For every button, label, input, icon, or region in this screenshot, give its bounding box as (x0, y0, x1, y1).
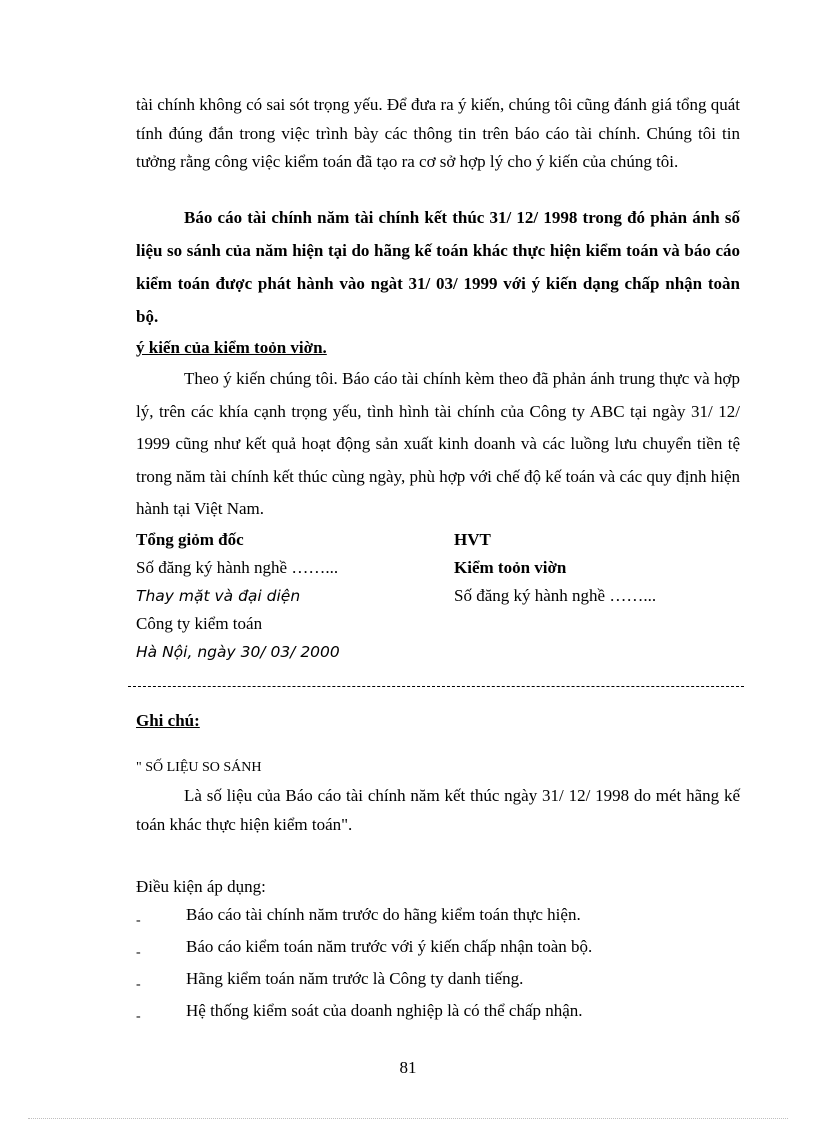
registration-number-right: Số đăng ký hành nghề ……... (454, 586, 657, 605)
paragraph-prior-year (136, 201, 740, 333)
paragraph-opinion (136, 363, 740, 526)
signature-left (136, 526, 340, 666)
paragraph-text-bold: Báo cáo tài chính năm tài chính kết thúc 31/ 12/ 1998 trong đó phản ánh số liệu so sánh của năm hiện tại do hãng kế toán khác thực hiện kiểm toán và báo cáo kiểm toán được phát hành vào ngàt 31/ 03/ 1999 với ý kiến dạng chấp nhận toàn bộ. (136, 208, 740, 326)
paragraph-audit-basis (136, 91, 740, 177)
quote-title: " SỐ LIỆU SO SÁNH (136, 760, 262, 775)
dashed-divider (128, 686, 744, 687)
registration-number-left: Số đăng ký hành nghề ……... (136, 558, 339, 577)
bullet-dash-icon: - (136, 913, 141, 928)
note-heading: Ghi chú: (136, 711, 200, 730)
page-bottom-dotted-line (28, 1118, 788, 1119)
on-behalf-text: Thay mặt và đại diện (136, 587, 301, 605)
opinion-heading: ý kiến của kiểm toỏn viờn. (136, 338, 327, 357)
place-date: Hà Nội, ngày 30/ 03/ 2000 (136, 643, 340, 661)
list-item (136, 937, 740, 967)
director-title: Tổng giỏm đốc (136, 530, 244, 549)
paragraph-text: Theo ý kiến chúng tôi. Báo cáo tài chính kèm theo đã phản ánh trung thực và hợp lý, trên các khía cạnh trọng yếu, tình hình tài chính của Công ty ABC tại ngày 31/ 12/ 1999 cũng như kết quả hoạt động sản xuất kinh doanh và các luồng lưu chuyển tiền tệ trong năm tài chính kết thúc cùng ngày, phù hợp với chế độ kế toán và các quy định hiện hành tại Việt Nam. (136, 369, 740, 518)
list-item (136, 1001, 740, 1031)
bullet-dash-icon: - (136, 945, 141, 960)
audit-company-text: Công ty kiểm toán (136, 614, 263, 633)
quote-title-block (136, 757, 740, 779)
list-item-text: Hệ thống kiểm soát của doanh nghiệp là có thể chấp nhận. (186, 1001, 583, 1020)
conditions-heading: Điều kiện áp dụng: (136, 877, 266, 896)
list-item-text: Báo cáo tài chính năm trước do hãng kiểm toán thực hiện. (186, 905, 581, 924)
quote-body-block (136, 782, 740, 839)
quote-body: Là số liệu của Báo cáo tài chính năm kết thúc ngày 31/ 12/ 1998 do mét hãng kế toán khác thực hiện kiểm toán". (136, 786, 740, 834)
paragraph-text: tài chính không có sai sót trọng yếu. Để đưa ra ý kiến, chúng tôi cũng đánh giá tổng quát tính đúng đắn trong việc trình bày các thông tin trên báo cáo tài chính. Chúng tôi tin tưởng rằng công việc kiểm toán đã tạo ra cơ sở hợp lý cho ý kiến của chúng tôi. (136, 95, 740, 171)
list-item-text: Báo cáo kiểm toán năm trước với ý kiến chấp nhận toàn bộ. (186, 937, 593, 956)
note-heading-block (136, 707, 740, 735)
list-item (136, 969, 740, 999)
list-item-text: Hãng kiểm toán năm trước là Công ty danh tiếng. (186, 969, 524, 988)
auditor-title: Kiểm toỏn viờn (454, 558, 567, 577)
list-item (136, 905, 740, 935)
opinion-heading-block (136, 334, 740, 362)
page-number: 81 (399, 1058, 417, 1077)
bullet-dash-icon: - (136, 1009, 141, 1024)
bullet-dash-icon: - (136, 977, 141, 992)
signature-right (454, 526, 656, 610)
conditions-heading-block (136, 873, 740, 901)
auditor-initials: HVT (454, 530, 491, 549)
